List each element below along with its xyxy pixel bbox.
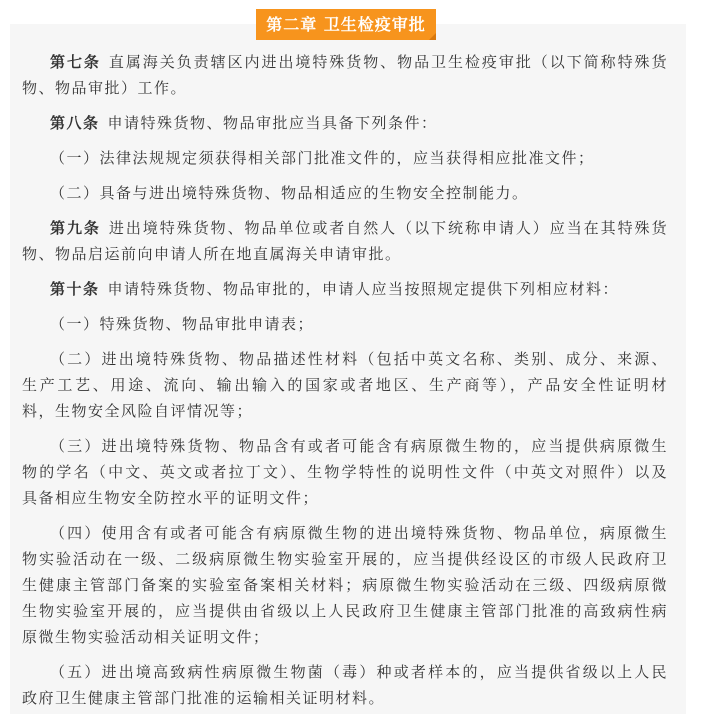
article-10-item-3: [22, 433, 668, 511]
content-panel: [10, 24, 686, 714]
article-8-item-1: [22, 145, 668, 171]
text-line: （四）使用含有或者可能含有病原微生物的进出境特殊货物、物品单位，病原微生: [50, 524, 668, 542]
text-line: 物实验活动在一级、二级病原微生物实验室开展的，应当提供经设区的市级人民政府卫: [22, 550, 668, 568]
article-9: [22, 215, 668, 267]
text-line: （三）进出境特殊货物、物品含有或者可能含有病原微生物的，应当提供病原微生: [50, 437, 668, 455]
text-line: [22, 110, 668, 136]
text-line: 政府卫生健康主管部门批准的运输相关证明材料。: [22, 689, 386, 707]
text-line: 物、物品审批）工作。: [22, 79, 188, 97]
text-line: [22, 215, 668, 241]
text-line: 生健康主管部门备案的实验室备案相关材料；病原微生物实验活动在三级、四级病原微: [22, 576, 668, 594]
text-line: （五）进出境高致病性病原微生物菌（毒）种或者样本的，应当提供省级以上人民: [50, 663, 668, 681]
article-7: [22, 49, 668, 101]
text-span: 进出境特殊货物、物品单位或者自然人（以下统称申请人）应当在其特殊货: [108, 219, 668, 237]
text-line: 具备相应生物安全防控水平的证明文件；: [22, 489, 320, 507]
article-label: 第十条: [50, 280, 100, 298]
article-10-item-5: [22, 659, 668, 711]
text-line: 生产工艺、用途、流向、输出输入的国家或者地区、生产商等），产品安全性证明材: [22, 376, 668, 394]
text-line: 料，生物安全风险自评情况等；: [22, 402, 254, 420]
chapter-banner: [256, 9, 436, 40]
text-line: 生物实验室开展的，应当提供由省级以上人民政府卫生健康主管部门批准的高致病性病: [22, 602, 668, 620]
chapter-title: 第二章 卫生检疫审批: [266, 15, 426, 34]
article-10-item-1: [22, 311, 668, 337]
article-10: [22, 276, 668, 302]
text-span: 直属海关负责辖区内进出境特殊货物、物品卫生检疫审批（以下简称特殊货: [108, 53, 668, 71]
article-label: 第七条: [50, 53, 101, 71]
article-label: 第九条: [50, 219, 101, 237]
article-10-item-4: [22, 520, 668, 650]
text-line: （二）进出境特殊货物、物品描述性材料（包括中英文名称、类别、成分、来源、: [50, 350, 668, 368]
text-line: （一）法律法规规定须获得相关部门批准文件的，应当获得相应批准文件；: [50, 149, 595, 167]
text-line: [22, 276, 668, 302]
text-line: 物、物品启运前向申请人所在地直属海关申请审批。: [22, 245, 402, 263]
article-8-item-2: [22, 180, 668, 206]
text-line: [22, 49, 668, 75]
article-8: [22, 110, 668, 136]
text-line: （二）具备与进出境特殊货物、物品相适应的生物安全控制能力。: [50, 184, 529, 202]
text-span: 申请特殊货物、物品审批应当具备下列条件：: [107, 114, 438, 132]
article-label: 第八条: [50, 114, 100, 132]
text-line: （一）特殊货物、物品审批申请表；: [50, 315, 315, 333]
article-10-item-2: [22, 346, 668, 424]
text-line: 原微生物实验活动相关证明文件；: [22, 628, 270, 646]
text-span: 申请特殊货物、物品审批的，申请人应当按照规定提供下列相应材料：: [107, 280, 620, 298]
text-line: 物的学名（中文、英文或者拉丁文）、生物学特性的说明性文件（中英文对照件）以及: [22, 463, 668, 481]
